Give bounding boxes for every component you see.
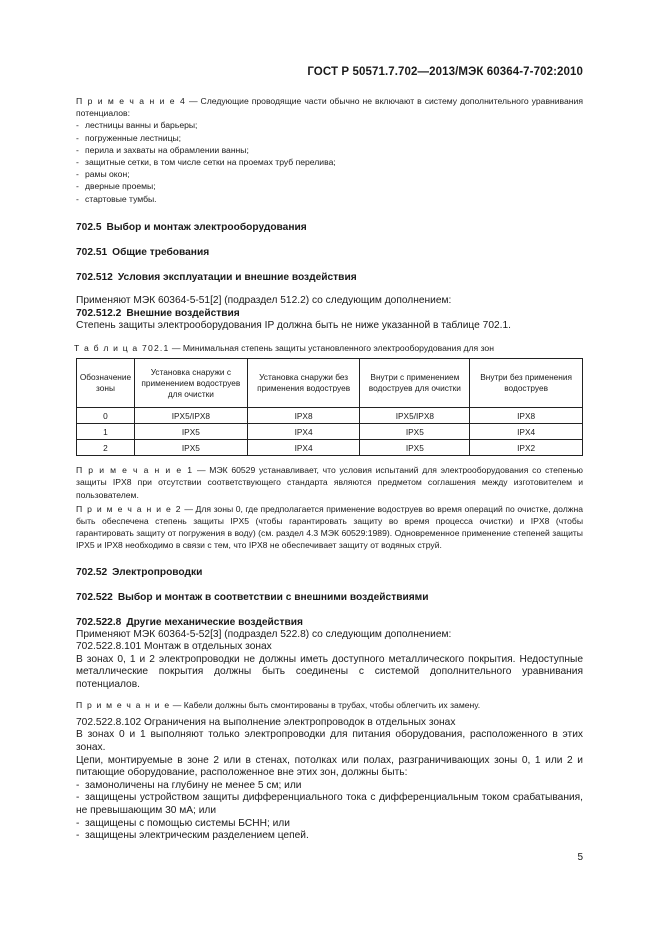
table-row bbox=[77, 440, 583, 456]
document-header: ГОСТ Р 50571.7.702—2013/МЭК 60364-7-702:2010 bbox=[307, 66, 583, 78]
table-cell: IPX4 bbox=[247, 424, 360, 440]
note-4 bbox=[76, 95, 583, 119]
section-heading-702-522-8: 702.522.8 Другие механические воздействия bbox=[76, 616, 303, 628]
table-cell: IPX2 bbox=[470, 440, 583, 456]
paragraph: Цепи, монтируемые в зоне 2 или в стенах, потолках или полах, разграничивающих зоны 0, 1 или 2 и питающие оборудование, расположенное вне этих зон, должны быть: bbox=[76, 754, 583, 779]
table-caption: Т а б л и ц а 702.1 — Минимальная степень защиты установленного электрооборудования для зон bbox=[74, 343, 494, 354]
table-cell: IPX4 bbox=[247, 440, 360, 456]
list-item: - погруженные лестницы; bbox=[76, 132, 182, 143]
table-row bbox=[77, 408, 583, 424]
paragraph: Применяют МЭК 60364-5-52[3] (подраздел 522.8) со следующим дополнением: bbox=[76, 628, 452, 640]
column-header: Внутри с применением водоструев для очистки bbox=[360, 359, 470, 408]
paragraph: 702.522.8.102 Ограничения на выполнение электропроводок в отдельных зонах bbox=[76, 716, 456, 728]
table-cell: IPX8 bbox=[470, 408, 583, 424]
paragraph: Применяют МЭК 60364-5-51[2] (подраздел 512.2) со следующим дополнением: bbox=[76, 294, 452, 306]
table-cell: 2 bbox=[77, 440, 135, 456]
table-cell: 1 bbox=[77, 424, 135, 440]
section-heading-702-51: 702.51 Общие требования bbox=[76, 246, 210, 258]
table-cell: IPX5 bbox=[134, 440, 247, 456]
paragraph: В зонах 0, 1 и 2 электропроводки не должны иметь доступного металлического покрытия. Недоступные металлические покрытия должны быть соединены с системой дополнительного уравнивания потенциалов. bbox=[76, 653, 583, 691]
column-header: Обозначение зоны bbox=[77, 359, 135, 408]
column-header: Установка снаружи без применения водоструев bbox=[247, 359, 360, 408]
section-heading-702-512: 702.512 Условия эксплуатации и внешние воздействия bbox=[76, 271, 357, 283]
paragraph: Степень защиты электрооборудования IP должна быть не ниже указанной в таблице 702.1. bbox=[76, 320, 511, 332]
list-item: - рамы окон; bbox=[76, 169, 130, 180]
document-body bbox=[76, 95, 583, 843]
table-header-row bbox=[77, 359, 583, 408]
list-item: - защищены устройством защиты дифференциального тока с дифференциальным током срабатывания, не превышающим 30 мА; или bbox=[76, 792, 583, 816]
paragraph: 702.522.8.101 Монтаж в отдельных зонах bbox=[76, 641, 272, 653]
note-2: П р и м е ч а н и е 2 — Для зоны 0, где предполагается применение водоструев во время операций по очистке, должна быть обеспечена степень защиты IPX5 (чтобы гарантировать защиту во время процесса очистки) и IPX8 (чтобы гарантировать защиту от погружения в воду) (см. раздел 4.3 МЭК 60529:1989). Одновременное применение степеней защиты IPX5 и IPX8 необходимо в связи с тем, что IPX8 не обеспечивает защиту от водяных струй. bbox=[76, 503, 583, 551]
table-cell: IPX5 bbox=[134, 424, 247, 440]
list-item: - замоноличены на глубину не менее 5 см; или bbox=[76, 779, 302, 791]
ip-protection-table bbox=[76, 358, 583, 456]
list-item: - дверные проемы; bbox=[76, 181, 156, 192]
note-4-label: П р и м е ч а н и е 4 bbox=[76, 96, 186, 106]
note-4-list bbox=[76, 119, 583, 204]
list-item: - защитные сетки, в том числе сетки на проемах труб перелива; bbox=[76, 157, 336, 168]
note-cables: П р и м е ч а н и е — Кабели должны быть смонтированы в трубах, чтобы облегчить их замену. bbox=[76, 699, 481, 710]
section-heading-702-512-2: 702.512.2 Внешние воздействия bbox=[76, 308, 240, 320]
paragraph: В зонах 0 и 1 выполняют только электропроводки для питания оборудования, расположенного в этих зонах. bbox=[76, 729, 583, 753]
table-row bbox=[77, 424, 583, 440]
section-heading-702-52: 702.52 Электропроводки bbox=[76, 566, 203, 578]
column-header: Установка снаружи с применением водоструев для очистки bbox=[134, 359, 247, 408]
list-item: - перила и захваты на обрамлении ванны; bbox=[76, 144, 249, 155]
list-item: - защищены электрическим разделением цепей. bbox=[76, 830, 309, 842]
table-cell: 0 bbox=[77, 408, 135, 424]
table-cell: IPX8 bbox=[247, 408, 360, 424]
table-cell: IPX4 bbox=[470, 424, 583, 440]
column-header: Внутри без применения водоструев bbox=[470, 359, 583, 408]
list-item: - защищены с помощью системы БСНН; или bbox=[76, 817, 290, 829]
table-cell: IPX5 bbox=[360, 424, 470, 440]
list-item: - стартовые тумбы. bbox=[76, 193, 157, 204]
page-number: 5 bbox=[577, 852, 583, 863]
table-cell: IPX5 bbox=[360, 440, 470, 456]
section-heading-702-5: 702.5 Выбор и монтаж электрооборудования bbox=[76, 221, 307, 233]
table-cell: IPX5/IPX8 bbox=[134, 408, 247, 424]
note-4-text: — Следующие проводящие части обычно не включают в систему дополнительного уравнивания потенциалов: bbox=[76, 96, 583, 119]
section-heading-702-522: 702.522 Выбор и монтаж в соответствии с внешними воздействиями bbox=[76, 591, 429, 603]
note-1: П р и м е ч а н и е 1 — МЭК 60529 устанавливает, что условия испытаний для электрооборудования со степенью защиты IPX8 при отсутствии соответствующего стандарта являются предметом соглашения между изготовителем и пользователем. bbox=[76, 465, 583, 500]
requirements-list bbox=[76, 780, 583, 843]
table-cell: IPX5/IPX8 bbox=[360, 408, 470, 424]
list-item: - лестницы ванны и барьеры; bbox=[76, 120, 198, 131]
